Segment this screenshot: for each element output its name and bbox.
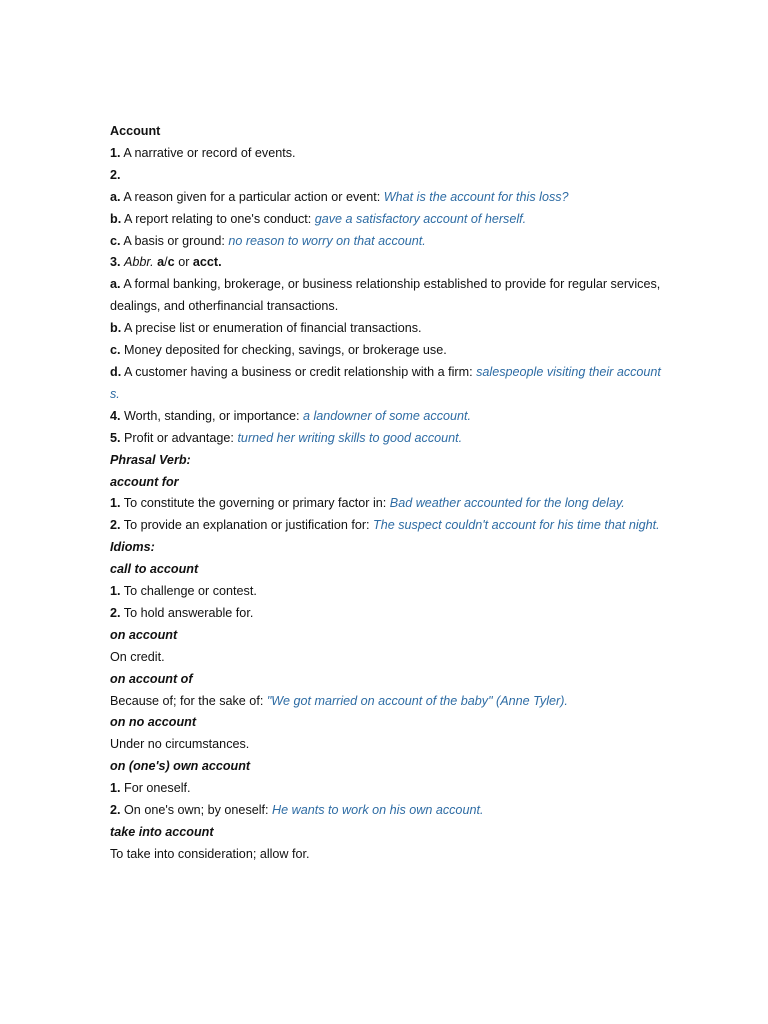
entry-line — [110, 515, 662, 537]
example-text: gave a satisfactory account of herself. — [314, 211, 527, 226]
entry-line — [110, 187, 662, 209]
entry-line — [110, 581, 662, 603]
definition-text: A reason given for a particular action or event: — [123, 189, 381, 204]
sense-number: 1. — [110, 145, 121, 160]
entry-line — [110, 778, 662, 800]
section-heading: on account of — [110, 671, 193, 686]
definition-text: A report relating to one's conduct: — [124, 211, 312, 226]
sense-number: 4. — [110, 408, 121, 423]
definition-text: On one's own; by oneself: — [124, 803, 269, 818]
example-text: The suspect couldn't account for his time that night. — [373, 518, 660, 533]
entry-line — [110, 209, 662, 231]
abbr-slash: / — [164, 255, 168, 270]
dictionary-entry — [110, 121, 662, 866]
definition-text: To provide an explanation or justification for: — [123, 518, 370, 533]
example-text: Bad weather accounted for the long delay. — [389, 496, 625, 511]
entry-lines — [110, 143, 662, 866]
abbr-acct: acct. — [192, 255, 222, 270]
sense-number: 2. — [110, 803, 121, 818]
definition-text: To take into consideration; allow for. — [110, 846, 310, 861]
section-heading: account for — [110, 474, 179, 489]
sense-number: 1. — [110, 496, 121, 511]
sense-number: 1. — [110, 781, 121, 796]
definition-text: Under no circumstances. — [110, 737, 250, 752]
sense-number: 5. — [110, 430, 121, 445]
section-heading: on no account — [110, 715, 197, 730]
entry-line — [110, 691, 662, 713]
sense-number: 2. — [110, 518, 121, 533]
definition-text: Because of; for the sake of: — [110, 693, 264, 708]
example-text: a landowner of some account. — [302, 408, 472, 423]
entry-line — [110, 340, 662, 362]
sense-number: 3. — [110, 255, 121, 270]
example-text: What is the account for this loss? — [383, 189, 569, 204]
definition-text: A customer having a business or credit relationship with a firm: — [124, 364, 473, 379]
sense-number: a. — [110, 277, 121, 292]
definition-text: To challenge or contest. — [123, 584, 257, 599]
entry-line — [110, 406, 662, 428]
definition-text: On credit. — [110, 649, 165, 664]
sense-number: a. — [110, 189, 121, 204]
entry-line — [110, 318, 662, 340]
definition-text: To hold answerable for. — [123, 605, 254, 620]
example-text: He wants to work on his own account. — [272, 803, 484, 818]
definition-text: Money deposited for checking, savings, or brokerage use. — [124, 343, 447, 358]
abbr-or: or — [178, 255, 190, 270]
entry-line — [110, 800, 662, 822]
sense-number: 2. — [110, 605, 121, 620]
definition-text: A formal banking, brokerage, or business relationship established to provide for regular services, dealings, and otherfinancial transactions. — [110, 277, 661, 314]
entry-title: Account — [110, 124, 161, 138]
sense-number: b. — [110, 211, 122, 226]
entry-line — [110, 362, 662, 406]
definition-text: Profit or advantage: — [124, 430, 234, 445]
sense-number: 2. — [110, 167, 121, 182]
entry-line — [110, 603, 662, 625]
sense-number: b. — [110, 321, 122, 336]
entry-line — [110, 844, 662, 866]
entry-line — [110, 274, 662, 318]
entry-line — [110, 252, 662, 274]
section-heading: on account — [110, 627, 178, 642]
definition-text: A narrative or record of events. — [123, 145, 296, 160]
abbr-c: c — [167, 255, 175, 270]
abbr-a: a — [157, 255, 165, 270]
sense-number: c. — [110, 233, 121, 248]
definition-text: For oneself. — [124, 781, 191, 796]
section-heading: call to account — [110, 562, 199, 577]
definition-text: To constitute the governing or primary factor in: — [123, 496, 387, 511]
definition-text: A basis or ground: — [123, 233, 225, 248]
entry-line — [110, 734, 662, 756]
definition-text: Worth, standing, or importance: — [124, 408, 300, 423]
section-heading: take into account — [110, 825, 214, 839]
section-heading: Phrasal Verb: — [110, 452, 191, 467]
entry-line — [110, 428, 662, 450]
entry-line — [110, 143, 662, 165]
example-text: turned her writing skills to good account. — [237, 430, 463, 445]
abbr-label: Abbr. — [124, 255, 154, 270]
section-heading: on (one's) own account — [110, 759, 251, 774]
example-text: salespeople visiting their accounts. — [110, 364, 661, 401]
entry-line — [110, 165, 662, 187]
example-text: no reason to worry on that account. — [228, 233, 426, 248]
sense-number: 1. — [110, 584, 121, 599]
sense-number: c. — [110, 343, 121, 358]
definition-text: A precise list or enumeration of financial transactions. — [124, 321, 422, 336]
entry-line — [110, 647, 662, 669]
section-heading: Idioms: — [110, 540, 155, 555]
entry-line — [110, 493, 662, 515]
entry-line — [110, 231, 662, 253]
example-text: "We got married on account of the baby" (Anne Tyler). — [266, 693, 568, 708]
sense-number: d. — [110, 364, 122, 379]
